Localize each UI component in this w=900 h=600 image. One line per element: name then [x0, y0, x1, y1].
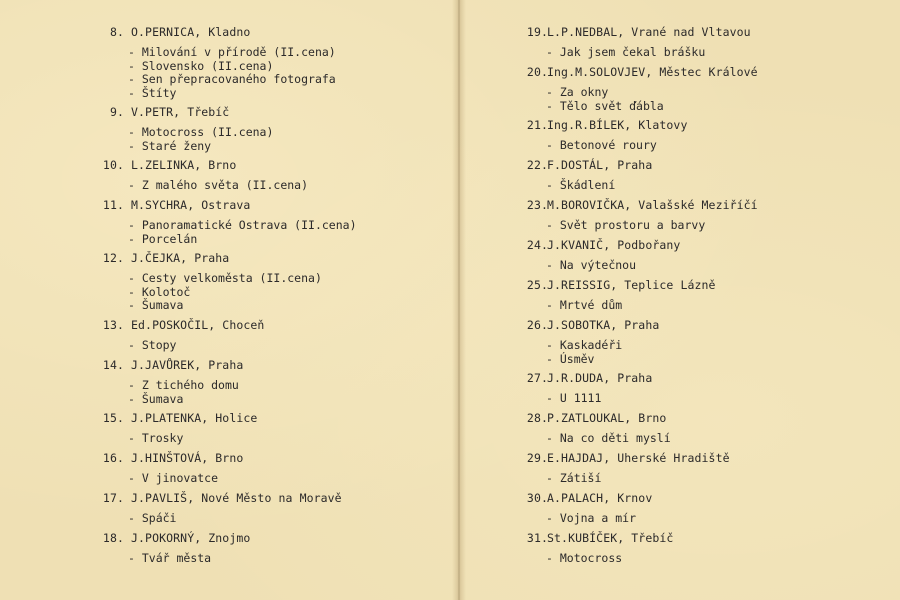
- catalog-entry: [0, 356, 450, 406]
- entry-header: [0, 356, 450, 374]
- entry-header: [470, 23, 900, 41]
- work-title: - Šumava: [128, 393, 450, 407]
- work-title: - Motocross: [546, 552, 900, 566]
- work-list: [546, 259, 900, 273]
- work-title: - Betonové roury: [546, 139, 900, 153]
- work-list: [128, 179, 450, 193]
- work-list: [128, 379, 450, 406]
- entry-number: 15.: [102, 411, 124, 425]
- work-list: [546, 392, 900, 406]
- work-list: [546, 46, 900, 60]
- entry-header: [470, 156, 900, 174]
- entry-number: 18.: [102, 531, 124, 545]
- catalog-entry: [0, 249, 450, 313]
- entry-number: 9.: [109, 105, 124, 119]
- work-title: - Mrtvé dům: [546, 299, 900, 313]
- catalog-entry: [470, 116, 900, 153]
- work-title: - Štíty: [128, 87, 450, 101]
- catalog-entry: [470, 23, 900, 60]
- entry-author: V.PETR, Třebíč: [131, 105, 230, 119]
- work-title: - Zátiší: [546, 472, 900, 486]
- work-list: [128, 512, 450, 526]
- entry-number: 10.: [102, 158, 124, 172]
- work-title: - Cesty velkoměsta (II.cena): [128, 272, 450, 286]
- work-title: - Trosky: [128, 432, 450, 446]
- work-list: [546, 339, 900, 366]
- entry-author: J.HINŠTOVÁ, Brno: [131, 451, 244, 465]
- entry-number: 24.: [526, 238, 548, 252]
- catalog-entry: [0, 156, 450, 193]
- catalog-entry: [0, 449, 450, 486]
- entry-author: A.PALACH, Krnov: [547, 491, 653, 505]
- entry-header: [470, 63, 900, 81]
- catalog-entry: [470, 156, 900, 193]
- work-list: [546, 179, 900, 193]
- entry-author: J.POKORNÝ, Znojmo: [131, 531, 251, 545]
- work-title: - Spáči: [128, 512, 450, 526]
- entry-author: J.ČEJKA, Praha: [131, 251, 230, 265]
- work-title: - Z tichého domu: [128, 379, 450, 393]
- entry-header: [470, 529, 900, 547]
- work-title: - U 1111: [546, 392, 900, 406]
- work-title: - Na výtečnou: [546, 259, 900, 273]
- work-title: - Staré ženy: [128, 140, 450, 154]
- work-list: [128, 272, 450, 313]
- work-title: - Svět prostoru a barvy: [546, 219, 900, 233]
- entry-author: J.PAVLIŠ, Nové Město na Moravě: [131, 491, 342, 505]
- entry-author: L.ZELINKA, Brno: [131, 158, 237, 172]
- work-title: - Za okny: [546, 86, 900, 100]
- catalog-entry: [0, 409, 450, 446]
- page-fold: [452, 0, 466, 600]
- entry-number: 23.: [526, 198, 548, 212]
- entry-header: [0, 449, 450, 467]
- work-list: [128, 219, 450, 246]
- entry-header: [470, 196, 900, 214]
- catalog-entry: [470, 489, 900, 526]
- entry-number: 22.: [526, 158, 548, 172]
- work-title: - Tvář města: [128, 552, 450, 566]
- entry-header: [0, 103, 450, 121]
- entry-header: [470, 236, 900, 254]
- entry-header: [0, 249, 450, 267]
- entry-number: 27.: [526, 371, 548, 385]
- entry-header: [0, 23, 450, 41]
- entry-author: J.R.DUDA, Praha: [547, 371, 653, 385]
- catalog-entry: [0, 529, 450, 566]
- work-list: [546, 472, 900, 486]
- work-title: - Šumava: [128, 299, 450, 313]
- entry-author: E.HAJDAJ, Uherské Hradiště: [547, 451, 730, 465]
- work-list: [128, 552, 450, 566]
- entry-number: 20.: [526, 65, 548, 79]
- catalog-entry: [470, 63, 900, 113]
- work-title: - Sen přepracovaného fotografa: [128, 73, 450, 87]
- entry-author: Ing.R.BÍLEK, Klatovy: [547, 118, 688, 132]
- work-list: [128, 472, 450, 486]
- entry-number: 17.: [102, 491, 124, 505]
- work-title: - Vojna a mír: [546, 512, 900, 526]
- entry-author: L.P.NEDBAL, Vrané nad Vltavou: [547, 25, 751, 39]
- work-list: [128, 126, 450, 153]
- work-list: [546, 552, 900, 566]
- work-title: - Tělo svět ďábla: [546, 100, 900, 114]
- catalog-entry: [470, 409, 900, 446]
- catalog-entry: [470, 369, 900, 406]
- catalog-entry: [470, 529, 900, 566]
- entry-author: F.DOSTÁL, Praha: [547, 158, 653, 172]
- entry-number: 21.: [526, 118, 548, 132]
- work-title: - Panoramatické Ostrava (II.cena): [128, 219, 450, 233]
- entry-number: 16.: [102, 451, 124, 465]
- entry-number: 13.: [102, 318, 124, 332]
- work-title: - Stopy: [128, 339, 450, 353]
- entry-number: 19.: [526, 25, 548, 39]
- entry-author: J.PLATENKA, Holice: [131, 411, 258, 425]
- work-list: [546, 299, 900, 313]
- entry-header: [470, 369, 900, 387]
- entry-number: 29.: [526, 451, 548, 465]
- work-title: - Kaskadéři: [546, 339, 900, 353]
- entry-author: O.PERNICA, Kladno: [131, 25, 251, 39]
- entry-number: 26.: [526, 318, 548, 332]
- entry-number: 14.: [102, 358, 124, 372]
- entry-author: Ing.M.SOLOVJEV, Městec Králové: [547, 65, 758, 79]
- work-title: - Na co děti myslí: [546, 432, 900, 446]
- work-title: - Škádlení: [546, 179, 900, 193]
- entry-author: J.REISSIG, Teplice Lázně: [547, 278, 716, 292]
- entry-header: [0, 529, 450, 547]
- entry-header: [470, 449, 900, 467]
- catalog-entry: [0, 316, 450, 353]
- catalog-entry: [0, 23, 450, 100]
- work-list: [546, 432, 900, 446]
- entry-header: [470, 116, 900, 134]
- entry-author: P.ZATLOUKAL, Brno: [547, 411, 667, 425]
- work-list: [546, 86, 900, 113]
- entry-author: Ed.POSKOČIL, Choceň: [131, 318, 265, 332]
- catalog-entry: [470, 449, 900, 486]
- catalog-entry: [470, 316, 900, 366]
- entry-header: [0, 196, 450, 214]
- catalog-entry: [470, 196, 900, 233]
- work-list: [546, 139, 900, 153]
- catalog-entry: [0, 196, 450, 246]
- catalog-entry: [0, 103, 450, 153]
- work-list: [546, 219, 900, 233]
- work-list: [128, 432, 450, 446]
- work-title: - Porcelán: [128, 233, 450, 247]
- entry-number: 12.: [102, 251, 124, 265]
- entry-header: [470, 316, 900, 334]
- entry-number: 28.: [526, 411, 548, 425]
- entry-number: 30.: [526, 491, 548, 505]
- work-list: [128, 46, 450, 100]
- entry-author: J.SOBOTKA, Praha: [547, 318, 660, 332]
- work-title: - Kolotoč: [128, 286, 450, 300]
- catalog-entry: [0, 489, 450, 526]
- entry-header: [470, 409, 900, 427]
- entry-header: [0, 409, 450, 427]
- entry-author: St.KUBÍČEK, Třebíč: [547, 531, 674, 545]
- work-title: - V jinovatce: [128, 472, 450, 486]
- entry-number: 25.: [526, 278, 548, 292]
- entry-header: [470, 276, 900, 294]
- entry-number: 11.: [102, 198, 124, 212]
- work-title: - Slovensko (II.cena): [128, 60, 450, 74]
- catalog-entry: [470, 236, 900, 273]
- work-title: - Jak jsem čekal brášku: [546, 46, 900, 60]
- entry-header: [0, 316, 450, 334]
- work-title: - Z malého světa (II.cena): [128, 179, 450, 193]
- entry-header: [0, 489, 450, 507]
- entry-header: [0, 156, 450, 174]
- work-title: - Milování v přírodě (II.cena): [128, 46, 450, 60]
- entry-author: M.SYCHRA, Ostrava: [131, 198, 251, 212]
- work-list: [128, 339, 450, 353]
- work-title: - Motocross (II.cena): [128, 126, 450, 140]
- entry-number: 8.: [109, 25, 124, 39]
- work-title: - Úsměv: [546, 353, 900, 367]
- entry-header: [470, 489, 900, 507]
- entry-author: M.BOROVIČKA, Valašské Meziříčí: [547, 198, 758, 212]
- entry-author: J.JAVŮREK, Praha: [131, 358, 244, 372]
- work-list: [546, 512, 900, 526]
- catalog-entry: [470, 276, 900, 313]
- entry-author: J.KVANIČ, Podbořany: [547, 238, 681, 252]
- entry-number: 31.: [526, 531, 548, 545]
